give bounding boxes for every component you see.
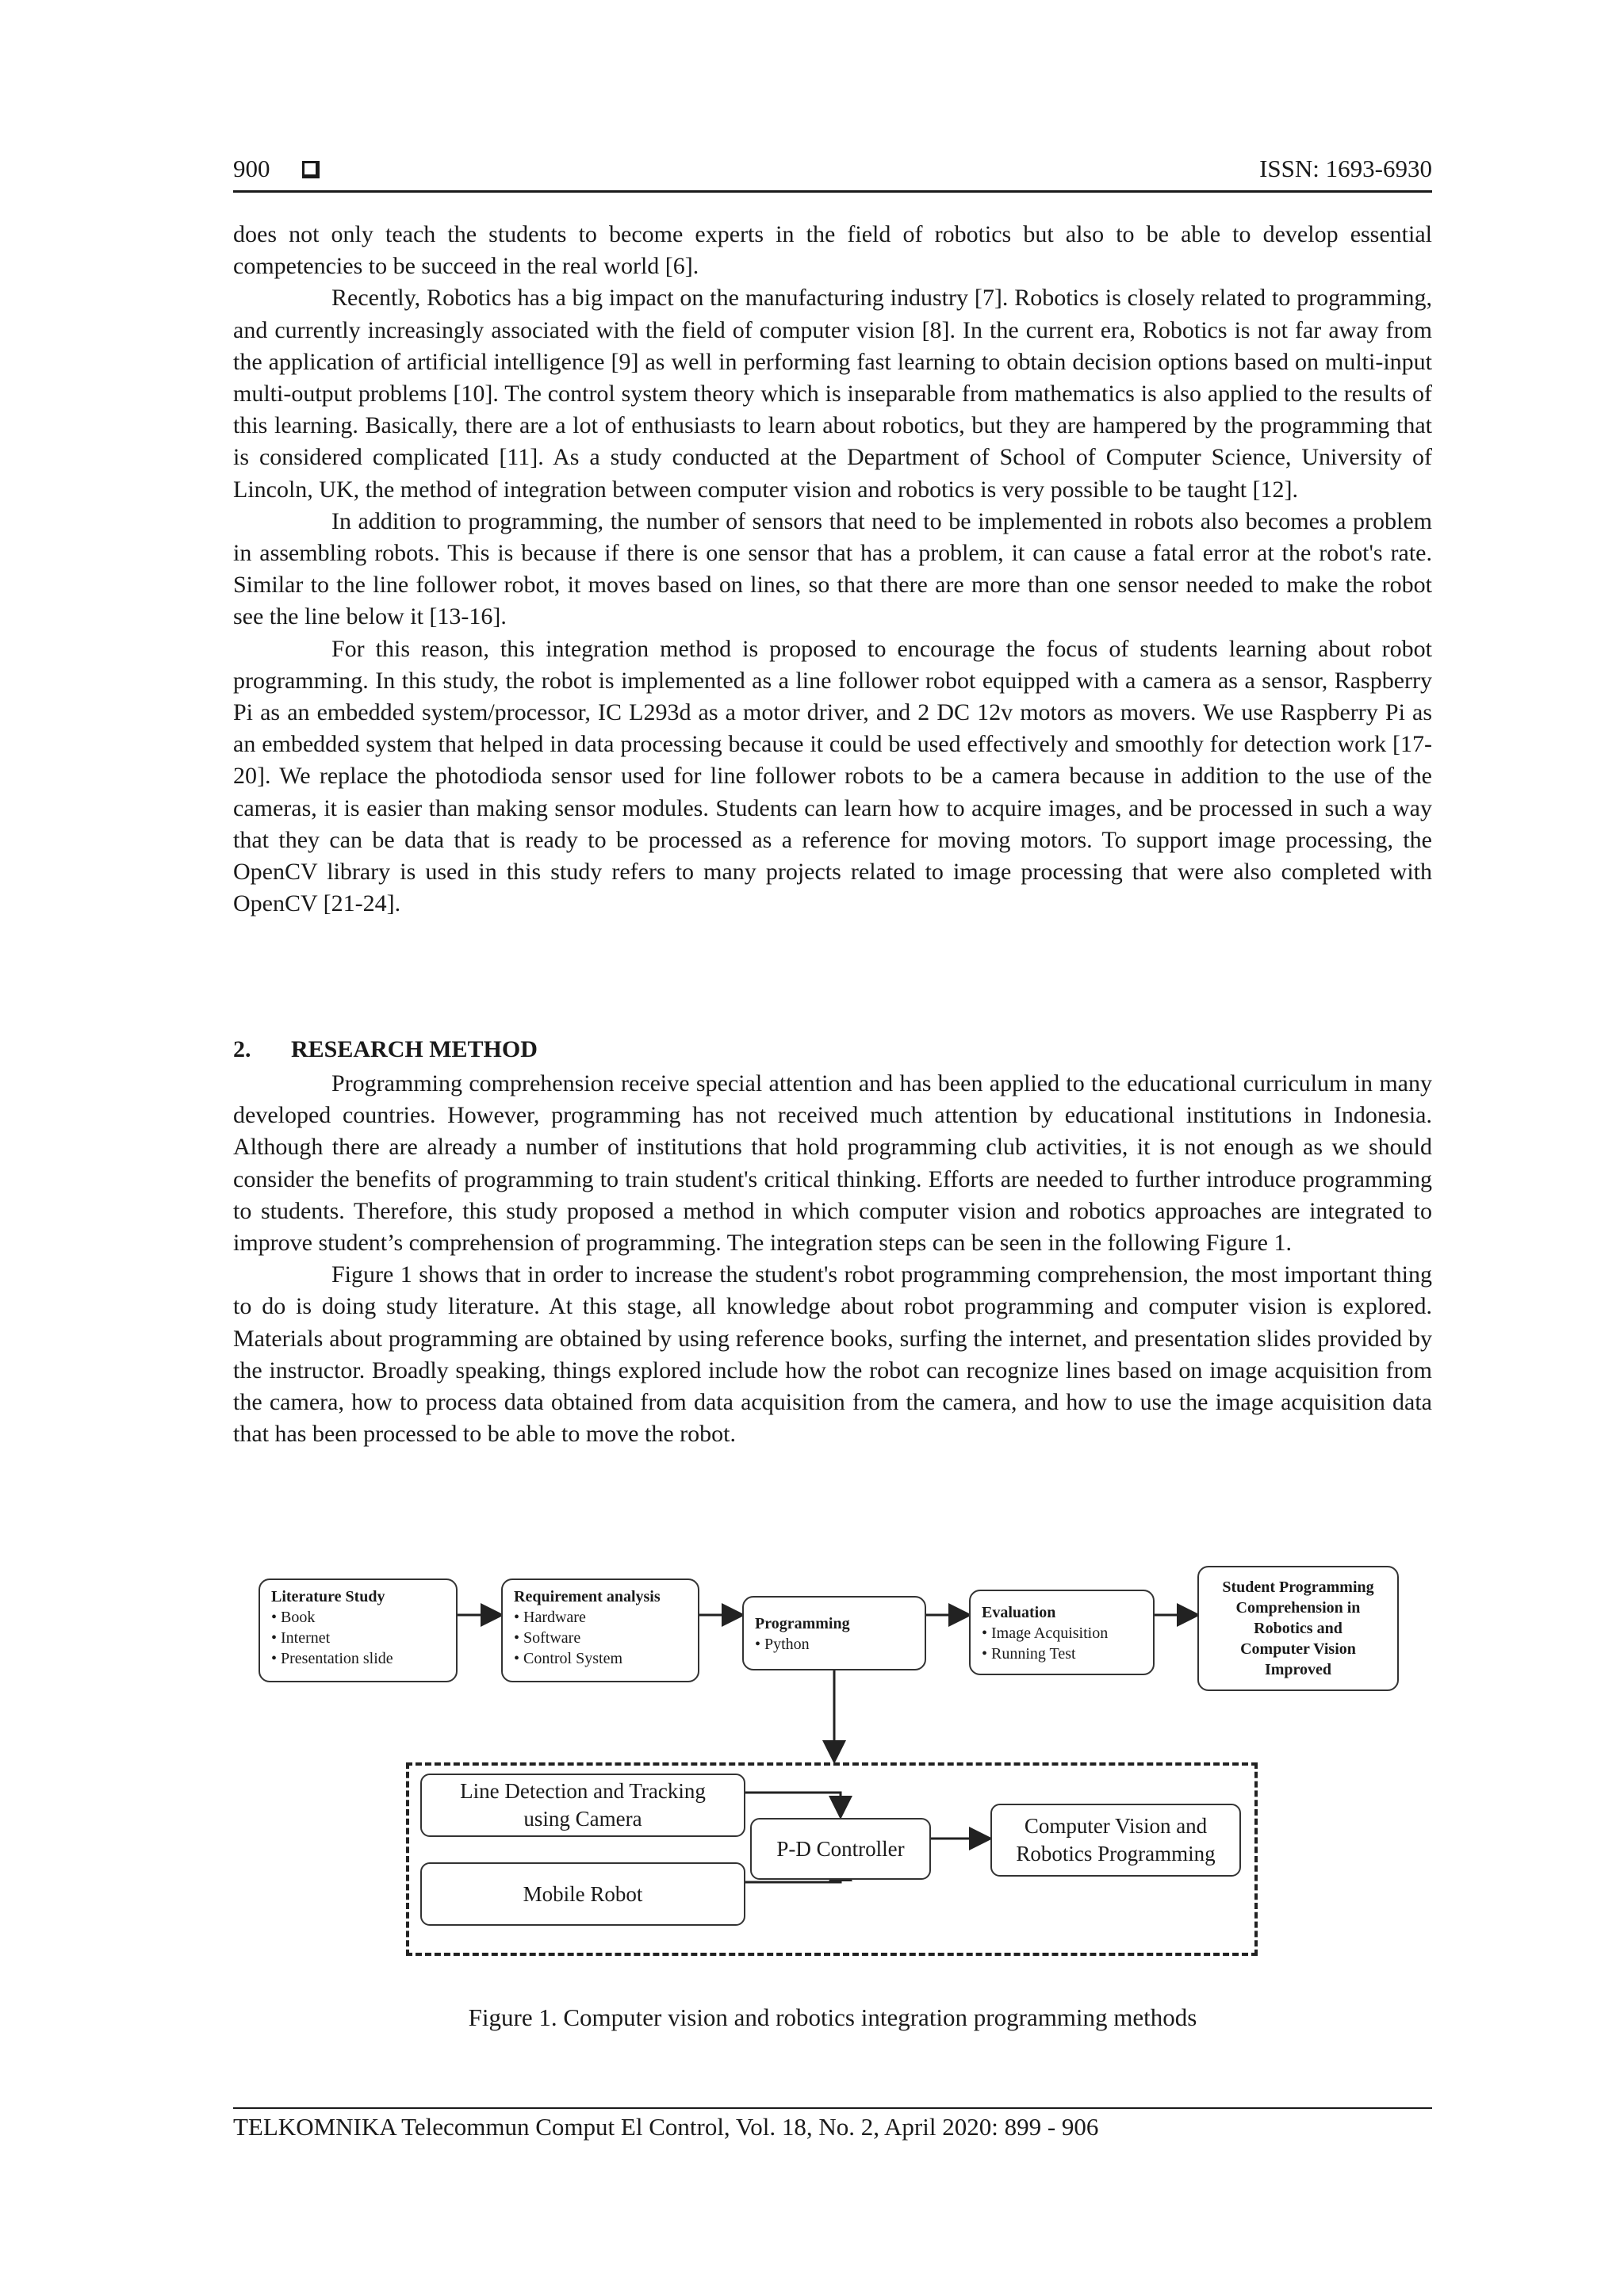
outcome-box (1197, 1566, 1399, 1691)
box-line: Line Detection and Tracking (460, 1779, 706, 1803)
box-item: • Book (271, 1609, 316, 1626)
pd-controller-box (750, 1818, 931, 1880)
box-title: Evaluation (982, 1604, 1056, 1621)
box-line: Improved (1264, 1661, 1332, 1678)
cv-robotics-box (990, 1804, 1241, 1877)
page-header (233, 155, 1432, 194)
box-line: Comprehension in (1235, 1599, 1361, 1617)
footer-rule (233, 2107, 1432, 2109)
intro-text (233, 219, 1432, 920)
paragraph: Figure 1 shows that in order to increase the student's robot programming comprehension, the most important thing to do is doing study literature. At this stage, all knowledge about robot programming and computer vision is explored. Materials about programming are obtained by using reference books, surfing the internet, and presentation slides provided by the instructor. Broadly speaking, things explored include how the robot can recognize lines based on image acquisition from the camera, how to process data obtained from data acquisition from the camera, and how to use the image acquisition data that has been processed to be able to move the robot. (233, 1261, 1432, 1448)
box-line: Computer Vision and (1024, 1814, 1208, 1838)
section-heading (233, 1036, 538, 1063)
figure-1-diagram (233, 1566, 1432, 1978)
programming-box (742, 1596, 926, 1670)
figure-caption: Figure 1. Computer vision and robotics integration programming methods (468, 2003, 1197, 2031)
paragraph: Programming comprehension receive special attention and has been applied to the educational curriculum in many developed countries. However, programming has not received much attention by educational institutions in Indonesia. Although there are already a number of institutions that hold programming club activities, it is not enough as we should consider the benefits of programming to train student's critical thinking. Efforts are needed to further introduce programming to students. Therefore, this study proposed a method in which computer vision and robotics approaches are integrated to improve student’s comprehension of programming. The integration steps can be seen in the following Figure 1. (233, 1070, 1432, 1257)
box-item: • Image Acquisition (982, 1624, 1109, 1642)
requirement-analysis-box (501, 1578, 699, 1682)
mobile-robot-box (420, 1862, 745, 1926)
box-line: Student Programming (1222, 1578, 1374, 1596)
box-label: Mobile Robot (523, 1881, 643, 1906)
section-number: 2. (233, 1036, 251, 1062)
issn: ISSN: 1693-6930 (1259, 155, 1432, 182)
box-item: • Control System (514, 1650, 623, 1667)
page-footer: TELKOMNIKA Telecommun Comput El Control, Vol. 18, No. 2, April 2020: 899 - 906 (233, 2113, 1099, 2141)
evaluation-box (969, 1590, 1155, 1675)
box-line: Computer Vision (1240, 1640, 1356, 1658)
line-detection-box (420, 1774, 745, 1837)
box-line: using Camera (523, 1807, 642, 1831)
paragraph: does not only teach the students to become experts in the field of robotics but also to be able to develop essential competencies to be succeed in the real world [6]. (233, 221, 1432, 280)
paragraph: For this reason, this integration method is proposed to encourage the focus of students learning about robot programming. In this study, the robot is implemented as a line follower robot equipped with a camera as a sensor, Raspberry Pi as an embedded system/processor, IC L293d as a motor driver, and 2 DC 12v motors as movers. We use Raspberry Pi as an embedded system that helped in data processing because it could be used effectively and smoothly for detection work [17-20]. We replace the photodioda sensor used for line follower robots to be a camera because in addition to the use of the cameras, it is easier than making sensor modules. Students can learn how to acquire images, and be processed in such a way that they can be data that is ready to be processed as a reference for moving motors. To support image processing, the OpenCV library is used in this study refers to many projects related to image processing that were also completed with OpenCV [21-24]. (233, 635, 1432, 917)
box-title: Requirement analysis (514, 1588, 661, 1605)
method-text (233, 1068, 1432, 1450)
box-item: • Internet (271, 1629, 331, 1647)
paragraph: In addition to programming, the number of sensors that need to be implemented in robots also becomes a problem in assembling robots. This is because if there is one sensor that has a problem, it can cause a fatal error at the robot's rate. Similar to the line follower robot, it moves based on lines, so that there are more than one sensor needed to make the robot see the line below it [13-16]. (233, 507, 1432, 630)
header-rule (233, 190, 1432, 193)
box-title: Literature Study (271, 1588, 385, 1605)
page-number: 900 (233, 155, 270, 182)
box-item: • Software (514, 1629, 581, 1647)
box-title: Programming (755, 1615, 850, 1632)
box-line: Robotics and (1254, 1620, 1342, 1637)
square-bullet-icon (302, 161, 320, 178)
literature-study-box (259, 1578, 458, 1682)
box-label: P-D Controller (776, 1836, 905, 1861)
section-title: RESEARCH METHOD (291, 1036, 538, 1062)
paragraph: Recently, Robotics has a big impact on the manufacturing industry [7]. Robotics is closely related to programming, and currently increasingly associated with the field of computer vision [8]. In the current era, Robotics is not far away from the application of artificial intelligence [9] as well in performing fast learning to obtain decision options based on multi-input multi-output problems [10]. The control system theory which is inseparable from mathematics is also applied to the results of this learning. Basically, there are a lot of enthusiasts to learn about robotics, but they are hampered by the programming that is considered complicated [11]. As a study conducted at the Department of School of Computer Science, University of Lincoln, UK, the method of integration between computer vision and robotics is very possible to be taught [12]. (233, 285, 1432, 503)
box-line: Robotics Programming (1016, 1842, 1216, 1866)
box-item: • Hardware (514, 1609, 586, 1626)
box-item: • Python (755, 1636, 810, 1653)
box-item: • Running Test (982, 1645, 1076, 1663)
box-item: • Presentation slide (271, 1650, 393, 1667)
